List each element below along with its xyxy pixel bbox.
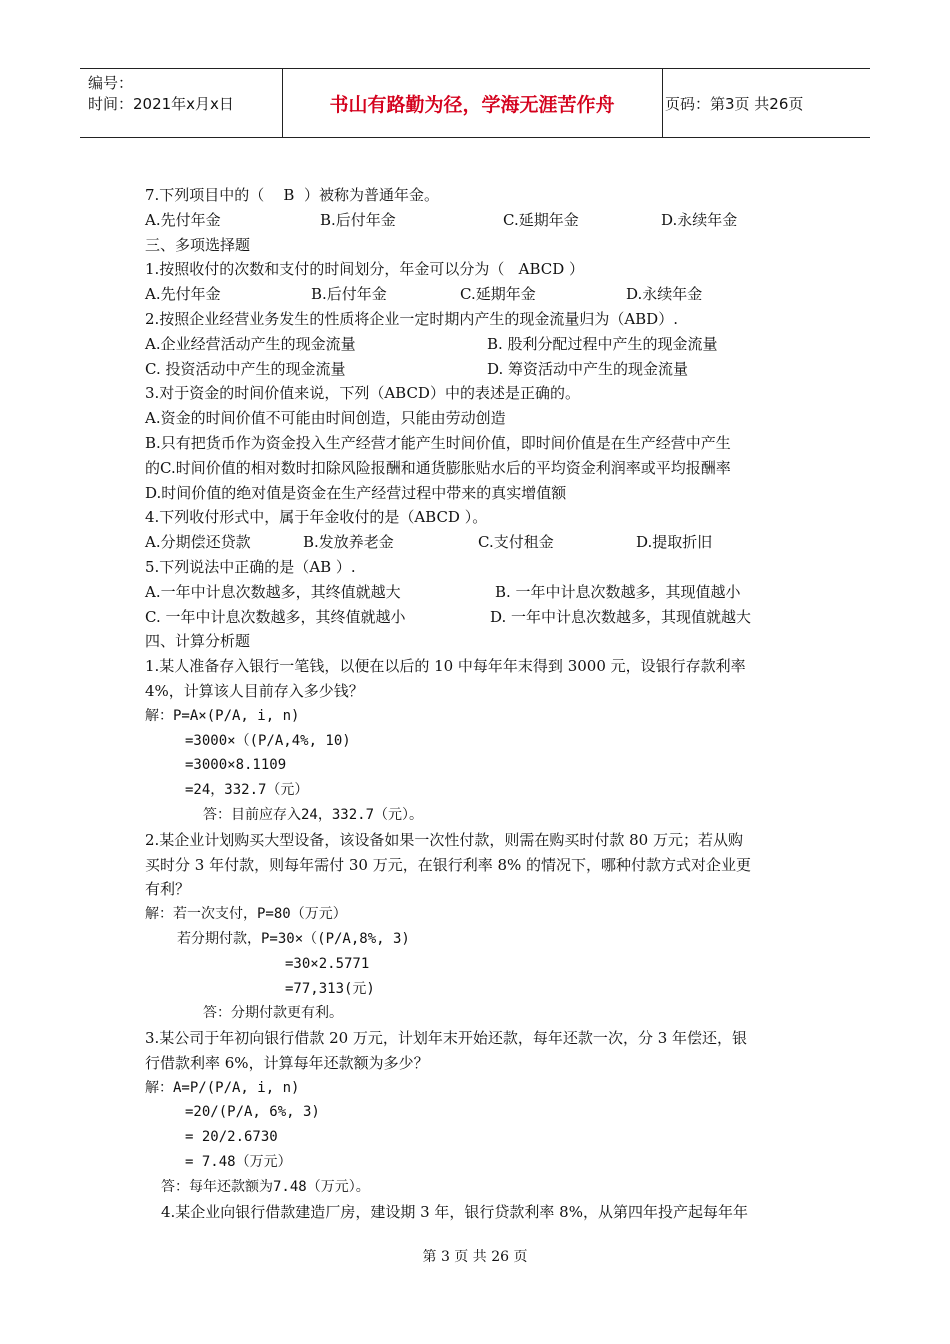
solution-line: 解：A=P/(P/A, i, n) <box>145 1079 300 1096</box>
option-c: C. 投资活动中产生的现金流量 <box>145 359 346 378</box>
multi-question-2-options <box>145 357 810 382</box>
number-label: 编号： <box>88 74 134 92</box>
option-c: C.延期年金 <box>460 285 536 304</box>
option-d: D. 筹资活动中产生的现金流量 <box>487 359 689 378</box>
solution-line: =20/(P/A, 6%, 3) <box>185 1104 320 1121</box>
document-header <box>80 68 870 138</box>
option-b: B.后付年金 <box>311 285 387 304</box>
solution-line: =24，332.7（元） <box>185 782 309 799</box>
calc-question-1: 4%，计算该人目前存入多少钱？ <box>145 681 364 700</box>
answer-line: 答：分期付款更有利。 <box>203 1005 343 1022</box>
option-b: B. 股利分配过程中产生的现金流量 <box>487 334 718 353</box>
option-b: B.后付年金 <box>320 210 396 229</box>
option-d: D.时间价值的绝对值是资金在生产经营过程中带来的真实增值额 <box>145 483 567 502</box>
page-footer: 第 3 页 共 26 页 <box>422 1249 528 1265</box>
calc-question-1: 1.某人准备存入银行一笔钱，以便在以后的 10 中每年年末得到 3000 元，设银行存款利率 <box>145 657 746 676</box>
option-b: B.发放养老金 <box>303 533 394 552</box>
calc-question-3: 行借款利率 6%，计算每年还款额为多少？ <box>145 1053 429 1072</box>
calc-question-2: 2.某企业计划购买大型设备，该设备如果一次性付款，则需在购买时付款 80 万元；若从购 <box>145 830 743 849</box>
solution-line: = 7.48（万元） <box>185 1154 292 1171</box>
option-c: C.延期年金 <box>503 210 579 229</box>
calc-question-2: 有利？ <box>145 880 191 899</box>
option-d: D. 一年中计息次数越多，其现值就越大 <box>490 607 752 626</box>
multi-question-2: 2.按照企业经营业务发生的性质将企业一定时期内产生的现金流量归为（ABD）. <box>145 309 678 328</box>
option-a: A.资金的时间价值不可能由时间创造，只能由劳动创造 <box>145 409 506 428</box>
solution-line: =30×2.5771 <box>285 955 370 972</box>
solution-line: 解：P=A×(P/A, i, n) <box>145 707 300 724</box>
time-label: 时间：2021年x月x日 <box>88 95 234 113</box>
option-d: D.永续年金 <box>626 285 703 304</box>
answer-line: 答：每年还款额为7.48（万元）。 <box>161 1178 370 1195</box>
option-c: 的C.时间价值的相对数时扣除风险报酬和通货膨胀贴水后的平均资金利润率或平均报酬率 <box>145 458 731 477</box>
calc-question-2: 买时分 3 年付款，则每年需付 30 万元，在银行利率 8% 的情况下，哪种付款方式对企业更 <box>145 855 752 874</box>
document-body <box>145 183 810 1224</box>
option-a: A.先付年金 <box>145 210 221 229</box>
solution-line: 若分期付款，P=30×（(P/A,8%, 3) <box>177 930 410 947</box>
multi-question-2-options <box>145 332 810 357</box>
option-b: B. 一年中计息次数越多，其现值越小 <box>495 582 741 601</box>
answer-line: 答：目前应存入24，332.7（元）。 <box>203 806 424 823</box>
header-meta <box>88 73 234 115</box>
option-d: D.永续年金 <box>661 210 738 229</box>
question-7: 7.下列项目中的（ B ）被称为普通年金。 <box>145 186 439 204</box>
multi-question-5: 5.下列说法中正确的是（AB ）. <box>145 557 356 576</box>
solution-line: =3000×（(P/A,4%, 10) <box>185 732 351 749</box>
option-c: C.支付租金 <box>478 533 554 552</box>
option-a: A.一年中计息次数越多，其终值就越大 <box>145 582 401 601</box>
multi-question-3: 3.对于资金的时间价值来说，下列（ABCD）中的表述是正确的。 <box>145 384 580 403</box>
option-d: D.提取折旧 <box>636 533 713 552</box>
header-page-info: 页码：第3页 共26页 <box>665 94 804 113</box>
multi-question-5-options <box>145 580 810 605</box>
question-7-options <box>145 208 810 233</box>
solution-line: = 20/2.6730 <box>185 1129 278 1146</box>
option-a: A.企业经营活动产生的现金流量 <box>145 334 356 353</box>
multi-question-5-options <box>145 605 810 630</box>
solution-line: =77,313(元) <box>285 980 375 997</box>
section-heading: 三、多项选择题 <box>145 235 251 254</box>
header-divider <box>662 69 663 137</box>
multi-question-4-options <box>145 530 810 555</box>
solution-line: 解：若一次支付，P=80（万元） <box>145 906 347 923</box>
multi-question-1-options <box>145 282 810 307</box>
section-heading: 四、计算分析题 <box>145 632 251 651</box>
multi-question-1: 1.按照收付的次数和支付的时间划分，年金可以分为（ ABCD ） <box>145 260 585 279</box>
multi-question-4: 4.下列收付形式中，属于年金收付的是（ABCD ）。 <box>145 508 488 527</box>
calc-question-3: 3.某公司于年初向银行借款 20 万元，计划年末开始还款，每年还款一次，分 3 年偿还，银 <box>145 1029 748 1048</box>
header-motto: 书山有路勤为径，学海无涯苦作舟 <box>329 93 615 116</box>
calc-question-4: 4.某企业向银行借款建造厂房，建设期 3 年，银行贷款利率 8%，从第四年投产起每年年 <box>161 1202 748 1221</box>
option-a: A.先付年金 <box>145 285 221 304</box>
option-c: C. 一年中计息次数越多，其终值就越小 <box>145 607 406 626</box>
option-a: A.分期偿还贷款 <box>145 533 251 552</box>
solution-line: =3000×8.1109 <box>185 757 287 774</box>
option-b: B.只有把货币作为资金投入生产经营才能产生时间价值，即时间价值是在生产经营中产生 <box>145 433 731 452</box>
